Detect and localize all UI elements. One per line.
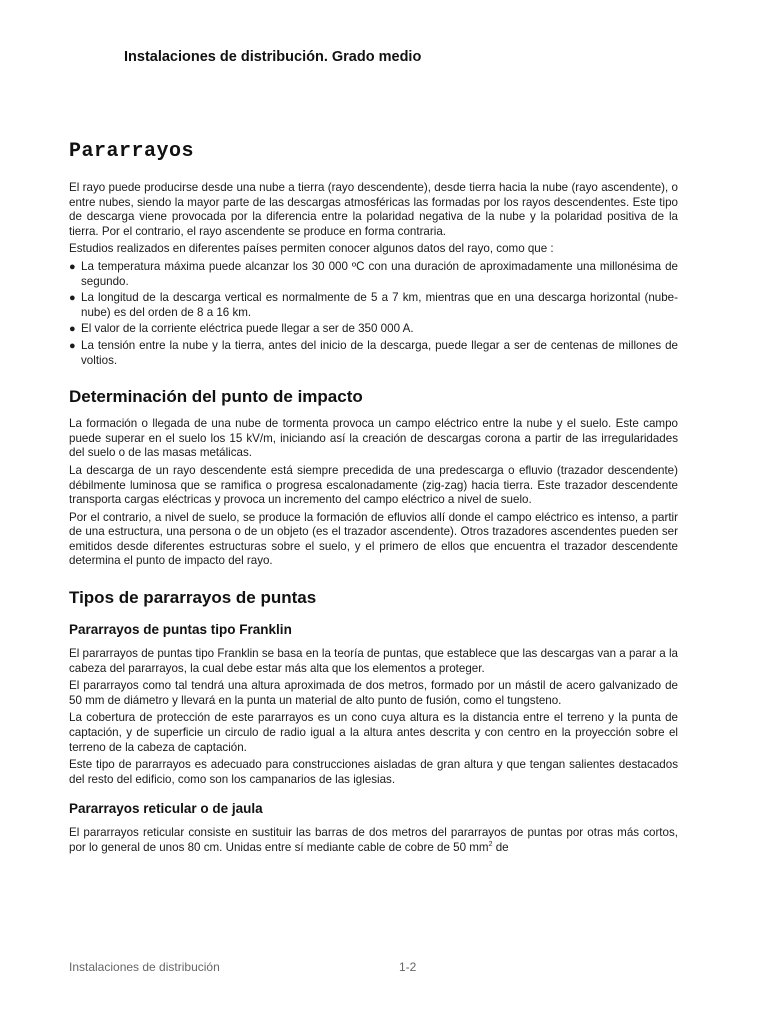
bullet-icon: ● [69,292,76,305]
list-item-text: El valor de la corriente eléctrica puede llegar a ser de 350 000 A. [81,322,414,336]
section-heading-tipos: Tipos de pararrayos de puntas [69,588,317,608]
subsection-heading-reticular: Pararrayos reticular o de jaula [69,801,263,817]
page-title: Pararrayos [69,140,195,163]
footer-title: Instalaciones de distribución [69,960,220,974]
intro-paragraph: Estudios realizados en diferentes países permiten conocer algunos datos del rayo, como que : [69,242,554,256]
impact-paragraph: La descarga de un rayo descendente está siempre precedida de una predescarga o efluvio (trazador descendente) débilmente luminosa que se ramifica o progresa escalonadamente (zig-zag) hacia tierra. Este trazador descendente transporta cargas eléctricas y provoca un incremento del campo eléctrico a nivel de suelo. [69,463,678,507]
reticular-paragraph [69,826,678,855]
list-item [69,339,678,368]
bullet-icon: ● [69,323,76,336]
section-heading-impact: Determinación del punto de impacto [69,387,363,407]
page-header: Instalaciones de distribución. Grado medio [124,49,422,65]
subsection-heading-franklin: Pararrayos de puntas tipo Franklin [69,622,292,638]
reticular-text-tail: de [492,841,509,854]
list-item [69,291,678,320]
bullet-icon: ● [69,260,76,273]
list-item [69,322,678,337]
document-body [69,181,678,859]
list-item-text: La temperatura máxima puede alcanzar los 30 000 ºC con una duración de aproximadamente una millonésima de segundo. [81,259,678,288]
superscript: 2 [488,841,493,849]
list-item-text: La tensión entre la nube y la tierra, antes del inicio de la descarga, puede llegar a ser de centenas de millones de voltios. [81,338,678,367]
impact-paragraph: La formación o llegada de una nube de tormenta provoca un campo eléctrico entre la nube y el suelo. Este campo puede superar en el suelo los 15 kV/m, iniciando así la creación de descargas corona a partir de las irregularidades del suelo o de las masas metálicas. [69,417,678,460]
list-item [69,260,678,289]
facts-list [69,260,678,368]
intro-paragraph: El rayo puede producirse desde una nube a tierra (rayo descendente), desde tierra hacia la nube (rayo ascendente), o entre nubes, siendo la mayor parte de las descargas atmosféricas las formadas por los rayos descendentes. Este tipo de descarga viene provocada por la diferencia entre la polaridad negativa de la nube y la polaridad positiva de la tierra. Por el contrario, el rayo ascendente se produce en forma contraria. [69,181,678,238]
page-number: 1-2 [399,960,417,974]
impact-paragraph: Por el contrario, a nivel de suelo, se produce la formación de efluvios allí donde el campo eléctrico es intenso, a partir de una estructura, una persona o de un objeto (es el trazador ascendente). Otros trazadores ascendentes pueden ser emitidos desde diferentes estructuras sobre el suelo, y el primero de ellos que encuentra el trazador descendente determina el punto de impacto del rayo. [69,510,678,568]
reticular-text: El pararrayos reticular consiste en sustituir las barras de dos metros del pararrayos de puntas por otras más cortos, por lo general de unos 80 cm. Unidas entre sí mediante cable de cobre de 50 mm [69,826,678,854]
list-item-text: La longitud de la descarga vertical es normalmente de 5 a 7 km, mientras que en una descarga horizontal (nube-nube) es del orden de 8 a 16 km. [81,291,678,319]
franklin-paragraph: El pararrayos de puntas tipo Franklin se basa en la teoría de puntas, que establece que las descargas van a parar a la cabeza del pararrayos, la cual debe estar más alta que los elementos a proteger. [69,647,678,675]
franklin-paragraph: Este tipo de pararrayos es adecuado para construcciones aisladas de gran altura y que tengan salientes destacados del resto del edificio, como son los campanarios de las iglesias. [69,758,678,786]
franklin-paragraph: La cobertura de protección de este pararrayos es un cono cuya altura es la distancia entre el terreno y la punta de captación, y de superficie un circulo de radio igual a la altura antes descrita y con centro en la proyección sobre el terreno de la cabeza de captación. [69,711,678,754]
franklin-paragraph: El pararrayos como tal tendrá una altura aproximada de dos metros, formado por un mástil de acero galvanizado de 50 mm de diámetro y llevará en la punta un material de alto punto de fusión, como el tungsteno. [69,679,678,707]
bullet-icon: ● [69,339,76,352]
